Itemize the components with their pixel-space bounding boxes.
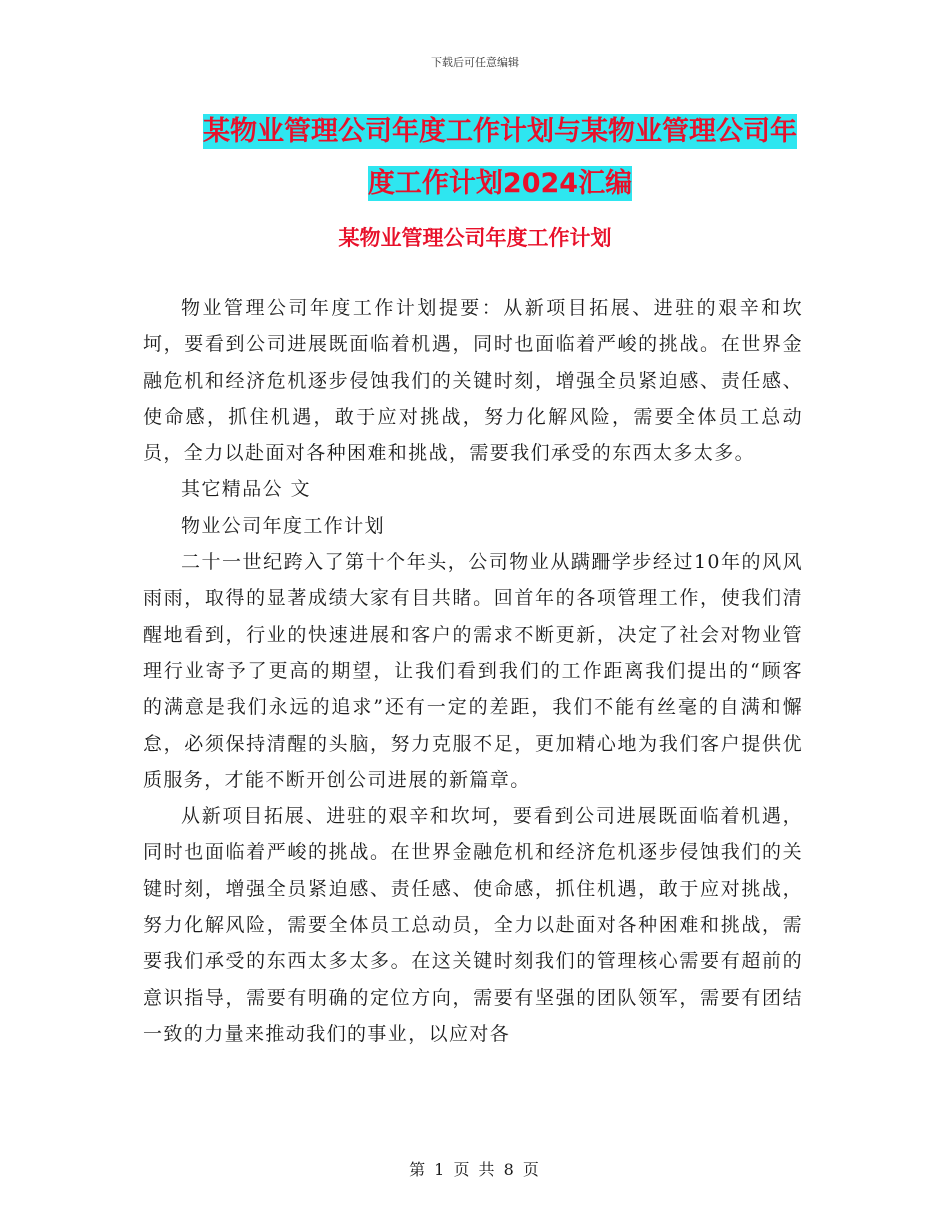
document-body [143, 290, 803, 1052]
section-title: 某物业管理公司年度工作计划 [338, 226, 612, 250]
paragraph: 物业公司年度工作计划 [181, 514, 386, 537]
document-title-text: 某物业管理公司年度工作计划与某物业管理公司年度工作计划2024汇编 [203, 116, 797, 199]
page-header-note: 下载后可任意编辑 [431, 56, 519, 69]
page-number-footer: 第 1 页 共 8 页 [409, 1160, 541, 1179]
paragraph: 其它精品公 文 [181, 478, 311, 501]
paragraph: 从新项目拓展、进驻的艰辛和坎坷，要看到公司进展既面临着机遇，同时也面临着严峻的挑战。在世界金融危机和经济危机逐步侵蚀我们的关键时刻，增强全员紧迫感、责任感、使命感，抓住机遇，敢于应对挑战，努力化解风险，需要全体员工总动员，全力以赴面对各种困难和挑战，需要我们承受的东西太多太多。在这关键时刻我们的管理核心需要有超前的意识指导，需要有明确的定位方向，需要有坚强的团队领军，需要有团结一致的力量来推动我们的事业，以应对各 [143, 805, 803, 1045]
document-title [190, 106, 810, 210]
paragraph: 物业管理公司年度工作计划提要：从新项目拓展、进驻的艰辛和坎坷，要看到公司进展既面临着机遇，同时也面临着严峻的挑战。在世界金融危机和经济危机逐步侵蚀我们的关键时刻，增强全员紧迫感、责任感、使命感，抓住机遇，敢于应对挑战，努力化解风险，需要全体员工总动员，全力以赴面对各种困难和挑战，需要我们承受的东西太多太多。 [143, 297, 803, 465]
paragraph: 二十一世纪跨入了第十个年头，公司物业从蹒跚学步经过10年的风风雨雨，取得的显著成绩大家有目共睹。回首年的各项管理工作，使我们清醒地看到，行业的快速进展和客户的需求不断更新，决定了社会对物业管理行业寄予了更高的期望，让我们看到我们的工作距离我们提出的“顾客的满意是我们永远的追求”还有一定的差距，我们不能有丝毫的自满和懈怠，必须保持清醒的头脑，努力克服不足，更加精心地为我们客户提供优质服务，才能不断开创公司进展的新篇章。 [143, 551, 803, 791]
